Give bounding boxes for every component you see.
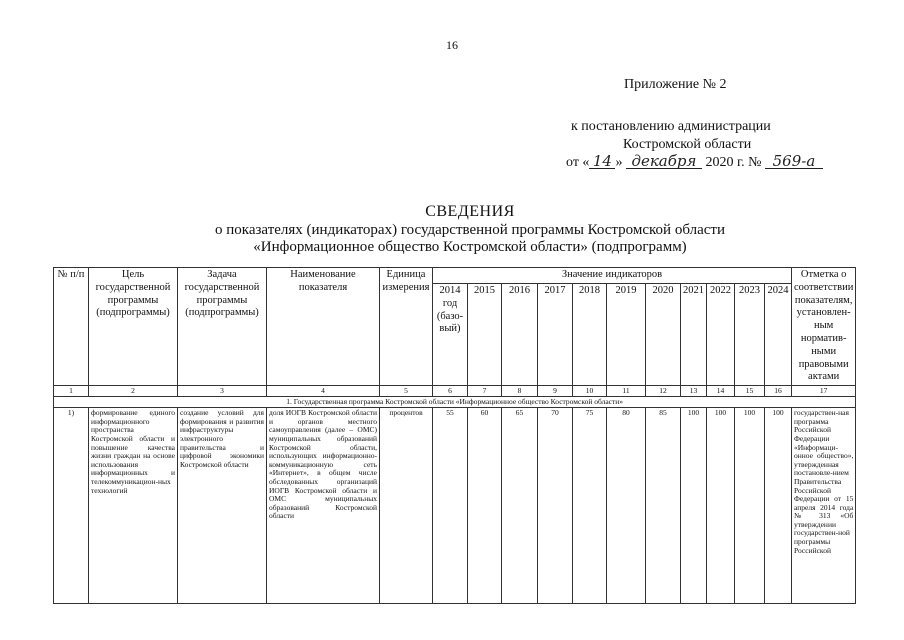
row-task: создание условий для формирования и развития инфраструктуры электронного правительства и цифровой экономики Костромской области	[178, 408, 267, 604]
column-number: 6	[433, 386, 468, 397]
section-title: 1. Государственная программа Костромской области «Информационное общество Костромской области»	[54, 397, 856, 408]
header-goal: Цель государственной программы (подпрограммы)	[89, 268, 178, 386]
attachment-line-2: Костромской области	[623, 137, 752, 152]
date-year: 2020 г. №	[705, 155, 762, 170]
header-number: № п/п	[54, 268, 89, 386]
header-year: 2016	[502, 283, 538, 385]
column-number: 16	[765, 386, 792, 397]
column-number: 3	[178, 386, 267, 397]
row-value: 100	[681, 408, 707, 604]
row-value: 75	[573, 408, 607, 604]
handwritten-number: 569-а	[765, 154, 823, 169]
header-year: 2024	[765, 283, 792, 385]
indicators-table	[53, 267, 856, 604]
date-quote: »	[615, 155, 623, 170]
row-value: 100	[765, 408, 792, 604]
header-year: 2017	[538, 283, 573, 385]
header-indicator-name: Наименование показателя	[267, 268, 380, 386]
column-number: 1	[54, 386, 89, 397]
row-value: 100	[735, 408, 765, 604]
date-prefix: от «	[566, 155, 590, 170]
header-year: 2021	[681, 283, 707, 385]
row-goal: формирование единого информационного пространства Костромской области и повышение качества жизни граждан на основе использования информационных и телекоммуникацион-ных технологий	[89, 408, 178, 604]
row-value: 85	[646, 408, 681, 604]
column-number: 7	[468, 386, 502, 397]
row-value: 70	[538, 408, 573, 604]
document-subtitle-1: о показателях (индикаторах) государственной программы Костромской области	[215, 222, 725, 238]
header-year: 2019	[607, 283, 646, 385]
table-row	[54, 408, 856, 604]
column-number: 11	[607, 386, 646, 397]
header-year: 2015	[468, 283, 502, 385]
attachment-title: Приложение № 2	[624, 77, 727, 92]
row-value: 80	[607, 408, 646, 604]
column-number: 2	[89, 386, 178, 397]
column-number: 17	[792, 386, 856, 397]
header-year: 2014 год (базо-вый)	[433, 283, 468, 385]
page-number: 16	[446, 38, 458, 52]
column-number: 15	[735, 386, 765, 397]
header-unit: Единица измерения	[380, 268, 433, 386]
handwritten-month: декабря	[626, 154, 702, 169]
row-value: 60	[468, 408, 502, 604]
row-value: 65	[502, 408, 538, 604]
row-number: 1)	[54, 408, 89, 604]
attachment-date-line	[566, 154, 823, 172]
row-unit: процентов	[380, 408, 433, 604]
column-number: 8	[502, 386, 538, 397]
header-year: 2020	[646, 283, 681, 385]
column-number: 13	[681, 386, 707, 397]
attachment-line-1: к постановлению администрации	[571, 119, 771, 134]
column-number: 4	[267, 386, 380, 397]
column-number: 5	[380, 386, 433, 397]
document-subtitle-2: «Информационное общество Костромской области» (подпрограмм)	[253, 239, 687, 255]
row-indicator-name: доля ИОГВ Костромской области и органов местного самоуправления (далее – ОМС) муниципальных образований Костромской области, использующих информационно-коммуникационную сеть «Интернет», в общем числе обследованных организаций ИОГВ Костромской области и ОМС муниципальных образований Костромской области	[267, 408, 380, 604]
column-number: 10	[573, 386, 607, 397]
header-compliance: Отметка о соответствии показателям, установлен-ным норматив-ными правовыми актами	[792, 268, 856, 386]
header-year: 2023	[735, 283, 765, 385]
header-indicator-values: Значение индикаторов	[433, 268, 792, 284]
row-compliance: государствен-ная программа Российской Федерации «Информаци-онное общество», утвержденная постановле-нием Правительства Российской Федерации от 15 апреля 2014 года № 313 «Об утверждении государствен-ной программы Российской	[792, 408, 856, 604]
document-title: СВЕДЕНИЯ	[425, 203, 515, 220]
column-number: 9	[538, 386, 573, 397]
row-value: 100	[707, 408, 735, 604]
column-number: 12	[646, 386, 681, 397]
header-year: 2022	[707, 283, 735, 385]
row-value: 55	[433, 408, 468, 604]
header-task: Задача государственной программы (подпрограммы)	[178, 268, 267, 386]
column-number: 14	[707, 386, 735, 397]
header-year: 2018	[573, 283, 607, 385]
handwritten-day: 14	[589, 154, 615, 169]
